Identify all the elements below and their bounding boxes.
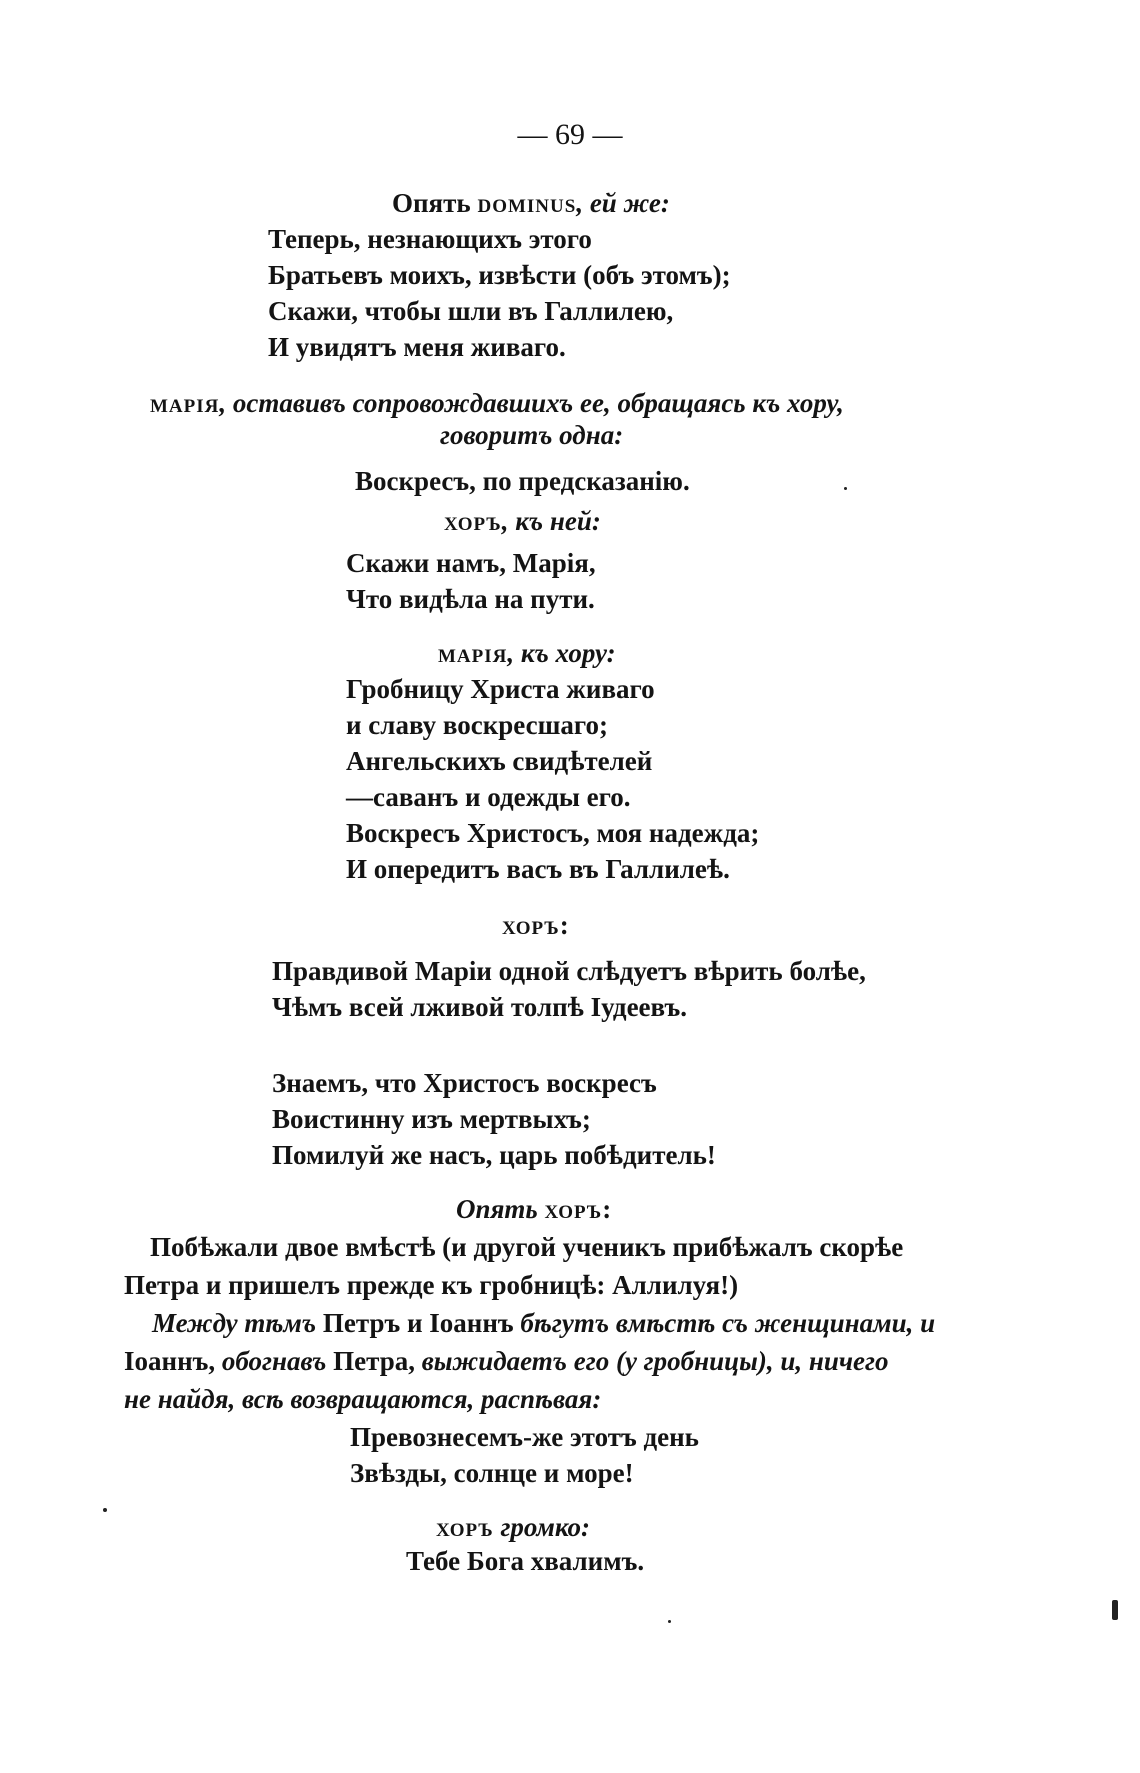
direction-text: Іоаннъ, xyxy=(124,1346,222,1376)
scan-speck xyxy=(103,1508,107,1512)
stage-direction-chorus xyxy=(436,1510,590,1548)
verse-line: Что видѣла на пути. xyxy=(346,584,595,614)
verse-line: Превознесемъ-же этотъ день xyxy=(350,1422,699,1452)
verse-line: Воскресъ Христосъ, моя надежда; xyxy=(346,818,760,848)
direction-text: выжидаетъ его (у гробницы), и, ничего xyxy=(421,1346,889,1376)
direction-text: , къ ней: xyxy=(501,506,601,536)
prose-line: Побѣжали двое вмѣстѣ (и другой ученикъ прибѣжалъ скорѣе xyxy=(150,1232,904,1262)
verse-line: И увидятъ меня живаго. xyxy=(268,332,566,362)
direction-text: Опять xyxy=(456,1194,538,1224)
speaker-name: ХОРЪ xyxy=(436,1520,494,1541)
verse-line: Помилуй же насъ, царь побѣдитель! xyxy=(272,1140,716,1170)
stage-direction-chorus xyxy=(456,1192,611,1230)
verse-line: Чѣмъ всей лживой толпѣ Іудеевъ. xyxy=(272,992,687,1022)
verse-line: Знаемъ, что Христосъ воскресъ xyxy=(272,1068,657,1098)
verse-line: Тебе Бога хвалимъ. xyxy=(406,1546,645,1576)
verse-line: Скажи намъ, Марія, xyxy=(346,548,596,578)
speaker-name: DOMINUS xyxy=(477,196,577,217)
direction-text: говоритъ одна: xyxy=(440,420,624,450)
speaker-name: МАРІЯ xyxy=(150,396,220,417)
direction-text: , оставивъ сопровождавшихъ ее, обращаясь къ хору, xyxy=(219,388,844,418)
direction-word: Опять xyxy=(392,188,471,218)
speaker-name: ХОРЪ xyxy=(544,1202,603,1223)
prose-line: Петра и пришелъ прежде къ гробницѣ: Аллилуя!) xyxy=(124,1270,739,1300)
verse-line: —саванъ и одежды его. xyxy=(346,782,631,812)
direction-text: , ей же: xyxy=(576,188,670,218)
stage-direction-prose xyxy=(124,1382,601,1416)
stage-direction-prose xyxy=(124,1344,889,1378)
stage-direction-maria xyxy=(438,636,616,674)
verse-line: Ангельскихъ свидѣтелей xyxy=(346,746,653,776)
direction-text: Петръ и Іоаннъ xyxy=(316,1308,521,1338)
direction-text: не найдя, всѣ возвращаются, распѣвая: xyxy=(124,1384,602,1414)
direction-text: Между тѣмъ xyxy=(152,1308,317,1338)
stage-direction-prose xyxy=(152,1306,935,1340)
scan-speck xyxy=(844,487,847,490)
speaker-name: МАРІЯ xyxy=(438,646,508,667)
direction-text: Петра, xyxy=(326,1346,422,1376)
verse-line: и славу воскресшаго; xyxy=(346,710,608,740)
direction-text: : xyxy=(559,910,569,940)
verse-line: Гробницу Христа живаго xyxy=(346,674,655,704)
speaker-name: ХОРЪ xyxy=(444,514,502,535)
speaker-name: ХОРЪ xyxy=(502,918,560,939)
verse-line: Воскресъ, по предсказанію. xyxy=(355,466,690,496)
direction-text: бѣгутъ вмѣстѣ съ женщинами, и xyxy=(520,1308,936,1338)
page-number: — 69 — xyxy=(517,118,623,151)
direction-text: обогнавъ xyxy=(221,1346,327,1376)
stage-direction-chorus xyxy=(502,908,569,946)
scan-mark xyxy=(1112,1600,1118,1620)
direction-text: громко: xyxy=(493,1512,591,1542)
verse-line: Правдивой Маріи одной слѣдуетъ вѣрить болѣе, xyxy=(272,956,866,986)
verse-line: Скажи, чтобы шли въ Галлилею, xyxy=(268,296,674,326)
verse-line: Братьевъ моихъ, извѣсти (объ этомъ); xyxy=(268,260,731,290)
stage-direction-chorus xyxy=(444,504,601,542)
verse-line: Теперь, незнающихъ этого xyxy=(268,224,592,254)
verse-line: Воистинну изъ мертвыхъ; xyxy=(272,1104,591,1134)
scan-speck xyxy=(668,1620,671,1623)
verse-line: И опередитъ васъ въ Галлилеѣ. xyxy=(346,854,730,884)
direction-text: , къ хору: xyxy=(507,638,616,668)
stage-direction-dominus xyxy=(392,186,670,224)
verse-line: Звѣзды, солнце и море! xyxy=(350,1458,634,1488)
direction-text: : xyxy=(602,1194,612,1224)
